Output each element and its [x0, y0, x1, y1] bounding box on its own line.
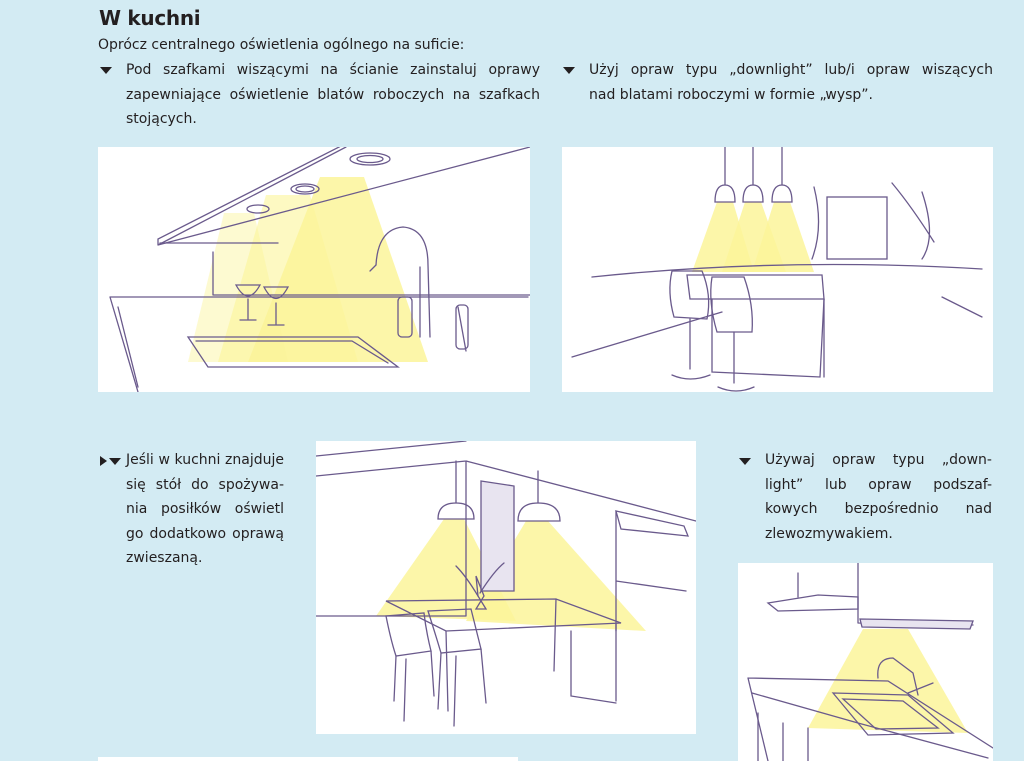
bullet-line: zlewozmywakiem. — [765, 525, 893, 542]
bullet-dining-table — [100, 448, 284, 571]
illustration-svg — [98, 147, 530, 392]
bullet-sink-downlight — [739, 448, 992, 546]
dining-table-pendant-illustration — [316, 441, 696, 734]
pendant-island-lighting-illustration — [562, 147, 993, 392]
bullet-line: Używaj opraw typu „down- — [765, 452, 992, 468]
next-illustration-edge — [98, 757, 518, 761]
under-cabinet-lighting-illustration — [98, 147, 530, 392]
section-intro: Oprócz centralnego oświetlenia ogólnego na suficie: — [98, 37, 465, 53]
bullet-triangle-icon — [100, 67, 112, 74]
sink-downlight-illustration — [738, 563, 993, 761]
bullet-line: light” lub opraw podszaf- — [765, 476, 992, 493]
illustration-svg — [316, 441, 696, 734]
bullet-triangle-icon — [739, 458, 751, 465]
bullet-line: stojących. — [126, 111, 197, 127]
bullet-line: nia posiłków oświetl — [126, 501, 284, 517]
bullet-under-cabinet — [100, 58, 540, 132]
bullet-line: Pod szafkami wiszącymi na ścianie zainstaluj oprawy — [126, 62, 540, 78]
bullet-triangle-icon — [109, 458, 121, 465]
bullet-line: zwieszaną. — [126, 550, 203, 566]
bullet-line: nad blatami roboczymi w formie „wysp”. — [589, 86, 873, 103]
illustration-svg — [738, 563, 993, 761]
bullet-line: się stół do spożywa- — [126, 476, 284, 493]
bullet-line: kowych bezpośrednio nad — [765, 501, 992, 517]
section-title: W kuchni — [99, 6, 201, 30]
arrow-right-icon — [100, 456, 107, 466]
bullet-line: zapewniające oświetlenie blatów roboczych na szafkach — [126, 86, 540, 103]
bullet-line: Jeśli w kuchni znajduje — [126, 452, 284, 468]
bullet-line: go dodatkowo oprawą — [126, 525, 284, 542]
bullet-line: Użyj opraw typu „downlight” lub/i opraw wiszących — [589, 62, 993, 78]
bullet-downlight-island — [563, 58, 993, 107]
bullet-triangle-icon — [563, 67, 575, 74]
illustration-svg — [562, 147, 993, 392]
